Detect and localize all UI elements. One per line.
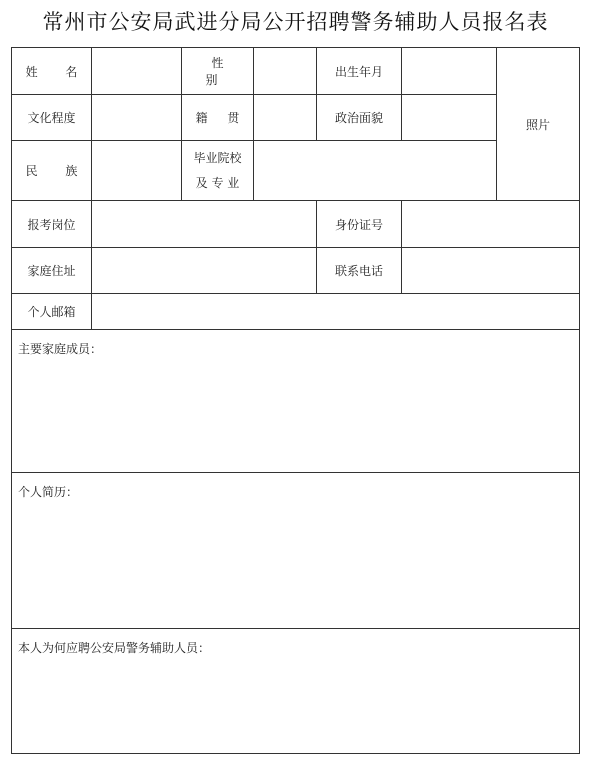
education-label: 文化程度 xyxy=(12,95,92,141)
address-label: 家庭住址 xyxy=(12,248,92,294)
ethnicity-field[interactable] xyxy=(92,141,182,201)
id-number-field[interactable] xyxy=(402,201,580,248)
address-field[interactable] xyxy=(92,248,317,294)
phone-field[interactable] xyxy=(402,248,580,294)
school-label: 毕业院校 及 专 业 xyxy=(182,141,254,201)
photo-box: 照片 xyxy=(497,48,580,201)
name-label: 姓 名 xyxy=(12,48,92,95)
email-label: 个人邮箱 xyxy=(12,294,92,330)
registration-form-table xyxy=(11,47,580,754)
ethnicity-label: 民 族 xyxy=(12,141,92,201)
birth-field[interactable] xyxy=(402,48,497,95)
school-field[interactable] xyxy=(254,141,497,201)
education-field[interactable] xyxy=(92,95,182,141)
phone-label: 联系电话 xyxy=(317,248,402,294)
reason-label: 本人为何应聘公安局警务辅助人员： xyxy=(18,641,211,655)
political-status-field[interactable] xyxy=(402,95,497,141)
gender-label: 性 别 xyxy=(182,48,254,95)
id-number-label: 身份证号 xyxy=(317,201,402,248)
position-field[interactable] xyxy=(92,201,317,248)
native-place-field[interactable] xyxy=(254,95,317,141)
position-label: 报考岗位 xyxy=(12,201,92,248)
resume-section[interactable] xyxy=(12,473,580,629)
name-field[interactable] xyxy=(92,48,182,95)
resume-label: 个人简历： xyxy=(18,485,79,499)
native-place-label: 籍 贯 xyxy=(182,95,254,141)
family-members-section[interactable] xyxy=(12,330,580,473)
form-title: 常州市公安局武进分局公开招聘警务辅助人员报名表 xyxy=(42,10,549,34)
gender-field[interactable] xyxy=(254,48,317,95)
political-status-label: 政治面貌 xyxy=(317,95,402,141)
reason-section[interactable] xyxy=(12,629,580,754)
birth-label: 出生年月 xyxy=(317,48,402,95)
family-members-label: 主要家庭成员： xyxy=(18,342,103,356)
email-field[interactable] xyxy=(92,294,580,330)
